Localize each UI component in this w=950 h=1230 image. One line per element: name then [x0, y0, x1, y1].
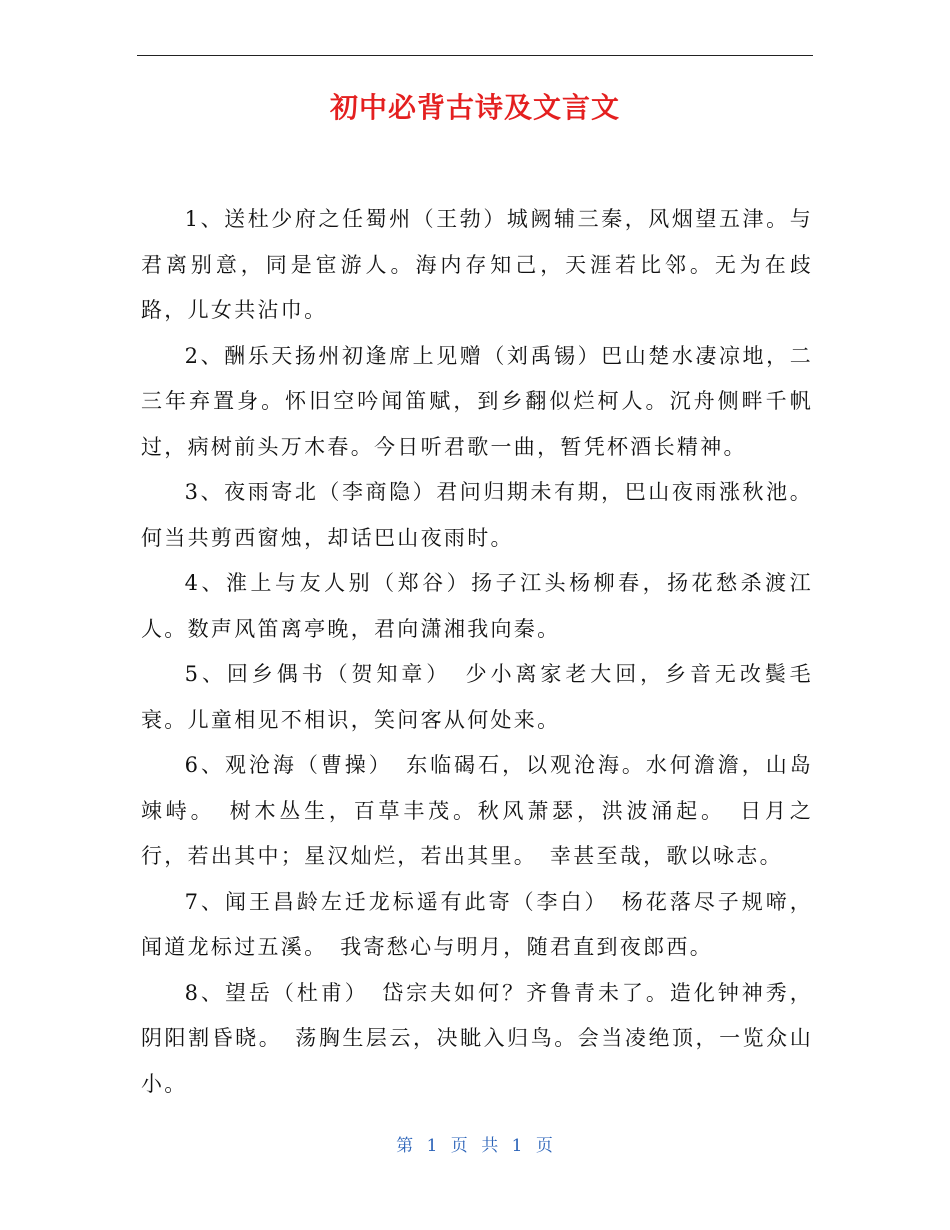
poem-paragraph-7: 7、闻王昌龄左迁龙标遥有此寄（李白） 杨花落尽子规啼，闻道龙标过五溪。 我寄愁心与明月，随君直到夜郎西。 — [141, 889, 813, 959]
document-title: 初中必背古诗及文言文 — [329, 91, 620, 124]
poem-paragraph-6: 6、观沧海（曹操） 东临碣石，以观沧海。水何澹澹，山岛竦峙。 树木丛生，百草丰茂。秋风萧瑟，洪波涌起。 日月之行，若出其中；星汉灿烂，若出其里。 幸甚至哉，歌以咏志。 — [141, 753, 813, 868]
document-body — [141, 197, 813, 1107]
poem-paragraph-3: 3、夜雨寄北（李商隐）君问归期未有期，巴山夜雨涨秋池。何当共剪西窗烛，却话巴山夜雨时。 — [141, 480, 813, 550]
poem-paragraph-8: 8、望岳（杜甫） 岱宗夫如何？齐鲁青未了。造化钟神秀，阴阳割昏晓。 荡胸生层云，决眦入归鸟。会当凌绝顶，一览众山小。 — [141, 980, 813, 1096]
header-rule — [137, 55, 813, 56]
poem-paragraph-2: 2、酬乐天扬州初逢席上见赠（刘禹锡）巴山楚水凄凉地，二三年弃置身。怀旧空吟闻笛赋，到乡翻似烂柯人。沉舟侧畔千帆过，病树前头万木春。今日听君歌一曲，暂凭杯酒长精神。 — [141, 343, 813, 459]
poem-paragraph-4: 4、淮上与友人别（郑谷）扬子江头杨柳春，扬花愁杀渡江人。数声风笛离亭晚，君向潇湘我向秦。 — [141, 571, 813, 641]
poem-paragraph-5: 5、回乡偶书（贺知章） 少小离家老大回，乡音无改鬓毛衰。儿童相见不相识，笑问客从何处来。 — [141, 662, 813, 732]
poem-paragraph-1: 1、送杜少府之任蜀州（王勃）城阙辅三秦，风烟望五津。与君离别意，同是宦游人。海内存知己，天涯若比邻。无为在歧路，儿女共沾巾。 — [141, 207, 813, 322]
page-number-footer: 第 1 页 共 1 页 — [396, 1136, 554, 1156]
